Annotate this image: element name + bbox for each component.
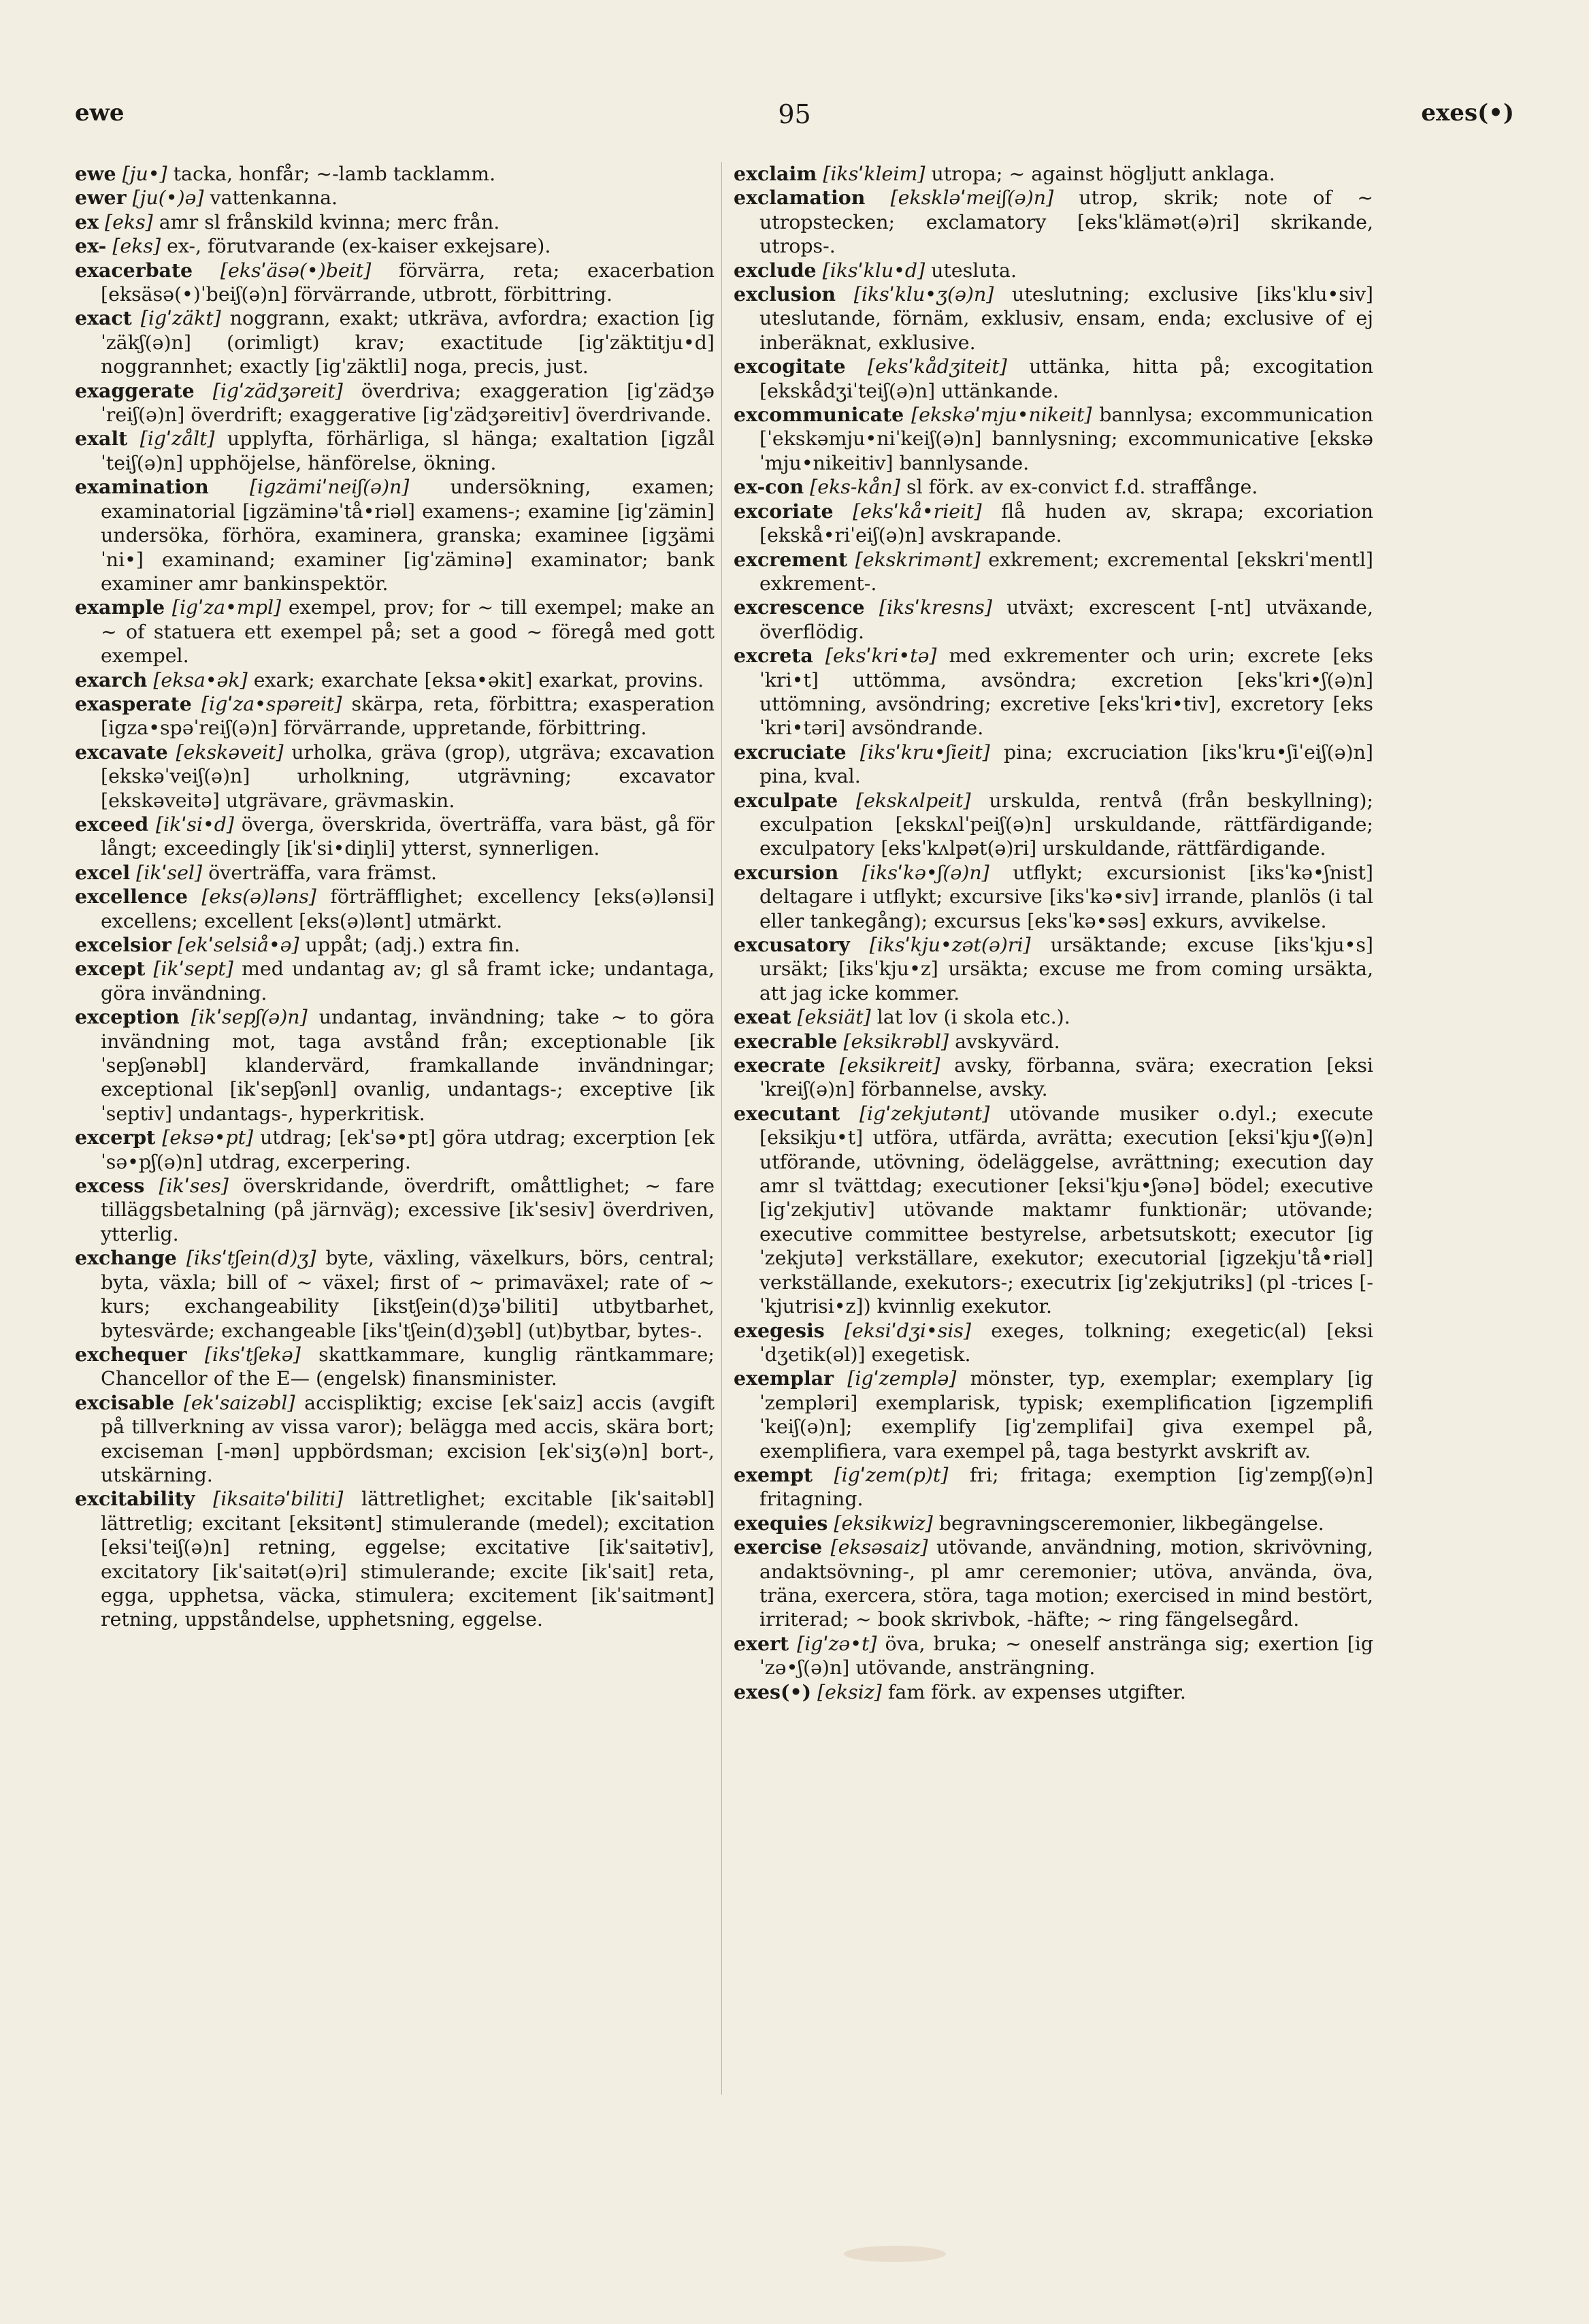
pronunciation: [eksiz] bbox=[817, 1680, 882, 1703]
definition: flå huden av, skrapa; excoriation [ekskå•riˈeiʃ(ə)n] avskrapande. bbox=[759, 500, 1374, 547]
dictionary-entry bbox=[75, 186, 715, 210]
dictionary-entry bbox=[734, 1511, 1373, 1535]
dictionary-entry bbox=[734, 1030, 1373, 1053]
definition: amr sl frånskild kvinna; merc från. bbox=[152, 210, 500, 233]
headword: exclusion bbox=[734, 282, 836, 306]
headword: execrate bbox=[734, 1053, 825, 1077]
headword: excellence bbox=[75, 885, 188, 909]
pronunciation: [eks] bbox=[112, 235, 161, 258]
headword: exemplar bbox=[734, 1366, 834, 1390]
right-guide-word: exes(•) bbox=[1421, 99, 1514, 127]
pronunciation: [igzämiˈneiʃ(ə)n] bbox=[249, 476, 410, 499]
dictionary-entry bbox=[75, 933, 715, 957]
dictionary-entry bbox=[75, 885, 715, 933]
pronunciation: [ekskʌlpeit] bbox=[856, 789, 971, 812]
definition: exark; exarchate [eksa•əkit] exarkat, provins. bbox=[247, 668, 704, 691]
pronunciation: [eksklәˈmeiʃ(ə)n] bbox=[890, 186, 1054, 210]
dictionary-entry bbox=[75, 210, 715, 234]
definition: utrop, skrik; note of ~ utropstecken; exclamatory [eksˈklämət(ə)ri] skrikande, utrops-. bbox=[759, 186, 1373, 258]
headword: exalt bbox=[75, 427, 128, 451]
pronunciation: [igˈza•spəreit] bbox=[201, 692, 342, 715]
definition: noggrann, exakt; utkräva, avfordra; exaction [igˈzäkʃ(ə)n] (orimligt) krav; exactitude [igˈzäktitju•d] noggrannhet; exactly [igˈzäktli] noga, precis, just. bbox=[101, 307, 715, 378]
dictionary-entry bbox=[734, 789, 1373, 861]
definition: öva, bruka; ~ oneself anstränga sig; exertion [igˈzə•ʃ(ə)n] utövande, ansträngning. bbox=[759, 1632, 1373, 1680]
dictionary-entry bbox=[734, 259, 1373, 282]
headword: executant bbox=[734, 1101, 840, 1125]
dictionary-entry bbox=[734, 1102, 1373, 1319]
pronunciation: [eksˈkådʒiteit] bbox=[867, 355, 1007, 378]
pronunciation: [eksˈäsə(•)beit] bbox=[220, 259, 372, 282]
pronunciation: [ikˈses] bbox=[159, 1175, 229, 1198]
pronunciation: [eks(ə)ləns] bbox=[201, 885, 316, 909]
definition: vattenkanna. bbox=[203, 186, 338, 210]
dictionary-entry bbox=[75, 306, 715, 378]
definition: sl förk. av ex-convict f.d. straffånge. bbox=[900, 476, 1258, 499]
dictionary-entry bbox=[75, 1174, 715, 1246]
headword: excess bbox=[75, 1174, 145, 1198]
dictionary-entry bbox=[75, 1246, 715, 1343]
pronunciation: [igˈzekjutənt] bbox=[859, 1102, 990, 1125]
pronunciation: [igˈzem(p)t] bbox=[834, 1463, 949, 1486]
headword: execrable bbox=[734, 1029, 838, 1053]
definition: uteslutning; exclusive [iksˈklu•siv] uteslutande, förnäm, exklusiv, ensam, enda; exclusive of ej inberäknat, exklusive. bbox=[759, 283, 1373, 354]
pronunciation: [ikˈsel] bbox=[136, 861, 203, 884]
dictionary-entry bbox=[734, 355, 1373, 403]
dictionary-entry bbox=[734, 403, 1373, 475]
headword: exact bbox=[75, 306, 132, 330]
pronunciation: [ikˈsepʃ(ə)n] bbox=[191, 1006, 308, 1029]
definition: med undantag av; gl så framt icke; undantaga, göra invändning. bbox=[101, 958, 715, 1004]
dictionary-entry bbox=[75, 259, 715, 307]
headword: exchange bbox=[75, 1246, 177, 1270]
dictionary-entry bbox=[734, 1005, 1373, 1029]
dictionary-entry bbox=[734, 1535, 1373, 1632]
headword: excreta bbox=[734, 644, 813, 668]
definition: bannlysa; excommunication [ˈekskəmju•niˈkeiʃ(ə)n] bannlysning; excommunicative [ekskəˈmju•nikeitiv] bannlysande. bbox=[759, 404, 1373, 474]
dictionary-entry bbox=[734, 548, 1373, 596]
headword: excisable bbox=[75, 1390, 175, 1414]
definition: urholka, gräva (grop), utgräva; excavation [ekskəˈveiʃ(ə)n] urholkning, utgrävning; excavator [ekskəveitə] utgrävare, grävmaskin. bbox=[101, 740, 715, 812]
definition: utdrag; [ekˈsə•pt] göra utdrag; excerption [ekˈsə•pʃ(ə)n] utdrag, excerpering. bbox=[101, 1126, 715, 1173]
headword: excruciate bbox=[734, 740, 847, 764]
pronunciation: [iksˈkju•zət(ə)ri] bbox=[869, 934, 1031, 956]
dictionary-entry bbox=[75, 1487, 715, 1631]
headword: excerpt bbox=[75, 1126, 156, 1149]
headword: examination bbox=[75, 475, 209, 499]
pronunciation: [iksˈkru•ʃieit] bbox=[859, 740, 990, 764]
dictionary-entry bbox=[734, 595, 1373, 644]
pronunciation: [eks] bbox=[105, 210, 153, 233]
definition: med exkrementer och urin; excrete [eksˈkri•t] uttömma, avsöndra; excretion [eksˈkri•ʃ(ə)n] uttömning, avsöndring; excretive [eksˈkri•tiv], excretory [eksˈkri•təri] avsöndrande. bbox=[759, 644, 1373, 740]
headword: exacerbate bbox=[75, 258, 193, 282]
headword: exert bbox=[734, 1631, 789, 1655]
headword: ewe bbox=[75, 162, 116, 185]
headword: excitability bbox=[75, 1487, 195, 1511]
headword: example bbox=[75, 595, 165, 619]
pronunciation: [iksˈkresns] bbox=[879, 596, 992, 619]
definition: utväxt; excrescent [-nt] utväxande, överflödig. bbox=[759, 596, 1373, 643]
dictionary-entry bbox=[75, 1391, 715, 1488]
dictionary-entry bbox=[734, 933, 1373, 1005]
dictionary-entry bbox=[734, 861, 1373, 933]
definition: överdriva; exaggeration [igˈzädʒəˈreiʃ(ə)n] överdrift; exaggerative [igˈzädʒəreitiv] överdrivande. bbox=[101, 379, 715, 427]
dictionary-entry bbox=[75, 379, 715, 427]
page-header bbox=[75, 99, 1514, 129]
column-divider bbox=[721, 162, 722, 2095]
definition: fri; fritaga; exemption [igˈzempʃ(ə)n] fritagning. bbox=[759, 1463, 1373, 1511]
definition: överskridande, överdrift, omåttlighet; ~ fare tilläggsbetalning (på järnväg); excessive [ikˈsesiv] överdriven, ytterlig. bbox=[101, 1175, 715, 1245]
headword: exceed bbox=[75, 812, 149, 836]
definition: uppåt; (adj.) extra fin. bbox=[299, 934, 521, 956]
dictionary-entry bbox=[734, 500, 1373, 548]
headword: excelsior bbox=[75, 933, 171, 956]
headword: exception bbox=[75, 1005, 180, 1029]
headword: excommunicate bbox=[734, 403, 904, 427]
headword: exercise bbox=[734, 1535, 823, 1559]
definition: utövande musiker o.dyl.; execute [eksikju•t] utföra, utfärda, avrätta; execution [eksiˈkju•ʃ(ə)n] utförande, utövning, ödeläggelse, avrättning; execution day amr sl tvättdag; executioner [eksiˈkju•ʃənə] bödel; executive [igˈzekjutiv] utövande maktamr funktionär; utövande; executive committee bestyrelse, arbetsutskott; executor [igˈzekjutə] verkställare, exekutor; executorial [igzekjuˈtå•riəl] verkställande, exekutors-; executrix [igˈzekjutriks] (pl -trices [-ˈkjutrisi•z]) kvinnlig exekutor. bbox=[759, 1102, 1373, 1318]
page-number: 95 bbox=[778, 99, 811, 129]
pronunciation: [ju•] bbox=[122, 163, 167, 185]
definition: förvärra, reta; exacerbation [eksäsə(•)ˈbeiʃ(ə)n] förvärrande, utbrott, förbittring. bbox=[101, 259, 715, 306]
pronunciation: [iksˈkleim] bbox=[823, 163, 925, 185]
definition: lat lov (i skola etc.). bbox=[870, 1006, 1070, 1029]
headword: exclamation bbox=[734, 186, 866, 210]
dictionary-entry bbox=[734, 740, 1373, 789]
dictionary-entry bbox=[75, 475, 715, 595]
right-column bbox=[734, 162, 1373, 1704]
dictionary-entry bbox=[75, 668, 715, 692]
dictionary-entry bbox=[75, 861, 715, 885]
headword: except bbox=[75, 957, 146, 981]
dictionary-entry bbox=[734, 1319, 1373, 1367]
pronunciation: [igˈzə•t] bbox=[797, 1632, 877, 1655]
definition: förträfflighet; excellency [eks(ə)lənsi] excellens; excellent [eks(ə)lənt] utmärkt. bbox=[101, 885, 715, 932]
dictionary-entry bbox=[75, 162, 715, 186]
headword: exempt bbox=[734, 1462, 813, 1486]
pronunciation: [iksaitəˈbiliti] bbox=[213, 1488, 344, 1511]
pronunciation: [igˈzäkt] bbox=[140, 307, 221, 330]
dictionary-entry bbox=[75, 1126, 715, 1174]
pronunciation: [eksikwiz] bbox=[834, 1511, 933, 1535]
definition: exeges, tolkning; exegetic(al) [eksiˈdʒetik(əl)] exegetisk. bbox=[759, 1319, 1374, 1366]
pronunciation: [igˈzädʒəreit] bbox=[212, 379, 343, 402]
definition: begravningsceremonier, likbegängelse. bbox=[932, 1511, 1324, 1535]
definition: exempel, prov; for ~ till exempel; make an ~ of statuera ett exempel på; set a good ~ föregå med gott exempel. bbox=[101, 596, 715, 668]
pronunciation: [eksa•ək] bbox=[153, 668, 248, 691]
definition: urskulda, rentvå (från beskyllning); exculpation [ekskʌlˈpeiʃ(ə)n] urskuldande, rättfärdigande; exculpatory [eksˈkʌlpət(ə)ri] urskuldande, rättfärdigande. bbox=[759, 789, 1374, 860]
pronunciation: [ikˈsept] bbox=[153, 958, 233, 981]
definition: undantag, invändning; take ~ to göra invändning mot, taga avstånd från; exceptionable [ikˈsepʃənəbl] klandervärd, framkallande invändningar; exceptional [ikˈsepʃənl] ovanlig, undantags-; exceptive [ikˈseptiv] undantags-, hyperkritisk. bbox=[101, 1006, 715, 1125]
definition: skärpa, reta, förbittra; exasperation [igza•spəˈreiʃ(ə)n] förvärrande, uppretande, förbittring. bbox=[101, 692, 715, 740]
dictionary-entry bbox=[734, 282, 1373, 355]
pronunciation: [iksˈtʃein(d)ʒ] bbox=[186, 1247, 316, 1270]
dictionary-entry bbox=[734, 1632, 1373, 1680]
pronunciation: [eksˈkå•rieit] bbox=[853, 500, 982, 523]
pronunciation: [eksˈkri•tə] bbox=[825, 644, 937, 668]
definition: utflykt; excursionist [iksˈkə•ʃnist] deltagare i utflykt; excursive [iksˈkə•siv] irrande, planlös (i tal eller tankegång); excursus [eksˈkə•səs] exkurs, avvikelse. bbox=[759, 861, 1373, 932]
dictionary-entry bbox=[75, 957, 715, 1005]
pronunciation: [eksiˈdʒi•sis] bbox=[844, 1319, 972, 1342]
definition: exkrement; excremental [ekskriˈmentl] exkrement-. bbox=[759, 548, 1374, 595]
definition: utövande, användning, motion, skrivövning, andaktsövning-, pl amr ceremonier; utöva, använda, öva, träna, exercera, störa, taga motion; exercised in mind bestört, irriterad; ~ book skrivbok, -häfte; ~ ring fängelsegård. bbox=[759, 1536, 1373, 1631]
definition: pina; excruciation [iksˈkru•ʃiˈeiʃ(ə)n] pina, kval. bbox=[759, 740, 1374, 788]
headword: exequies bbox=[734, 1511, 828, 1535]
pronunciation: [ju(•)ə] bbox=[132, 186, 204, 210]
pronunciation: [igˈza•mpl] bbox=[171, 596, 282, 619]
headword: ex- bbox=[75, 234, 107, 258]
pronunciation: [eksəsaiz] bbox=[830, 1536, 928, 1559]
dictionary-entry bbox=[734, 475, 1373, 499]
pronunciation: [ekskəveit] bbox=[176, 740, 284, 764]
headword: excrescence bbox=[734, 595, 865, 619]
definition: utropa; ~ against högljutt anklaga. bbox=[925, 163, 1275, 185]
headword: excursion bbox=[734, 860, 839, 884]
dictionary-entry bbox=[734, 1366, 1373, 1463]
left-guide-word: ewe bbox=[75, 99, 125, 127]
dictionary-entry bbox=[734, 162, 1373, 186]
dictionary-entry bbox=[734, 644, 1373, 740]
headword: exculpate bbox=[734, 788, 838, 812]
definition: skattkammare, kunglig räntkammare; Chancellor of the E— (engelsk) finansminister. bbox=[101, 1343, 715, 1390]
left-column bbox=[75, 162, 715, 1632]
paper-stain bbox=[844, 2246, 946, 2262]
dictionary-entry bbox=[75, 740, 715, 813]
pronunciation: [igˈzålt] bbox=[140, 427, 215, 451]
pronunciation: [igˈzemplə] bbox=[847, 1367, 957, 1390]
headword: exeat bbox=[734, 1005, 791, 1029]
definition: mönster, typ, exemplar; exemplary [igˈzempləri] exemplarisk, typisk; exemplification [igzemplifiˈkeiʃ(ə)n]; exemplify [igˈzemplifai] giva exempel på, exemplifiera, vara exempel på, taga bestyrkt avskrift av. bbox=[759, 1367, 1373, 1462]
definition: avskyvärd. bbox=[949, 1030, 1060, 1053]
headword: exasperate bbox=[75, 691, 192, 715]
definition: undersökning, examen; examinatorial [igzäminəˈtå•riəl] examens-; examine [igˈzämin] undersöka, förhöra, examinera, granska; examinee [igʒämiˈni•] examinand; examiner [igˈzäminə] examinator; bank examiner amr bankinspektör. bbox=[101, 476, 715, 595]
definition: upplyfta, förhärliga, sl hänga; exaltation [igzålˈteiʃ(ə)n] upphöjelse, hänförelse, ökning. bbox=[101, 427, 715, 474]
dictionary-entry bbox=[75, 692, 715, 740]
dictionary-entry bbox=[734, 1053, 1373, 1102]
dictionary-entry bbox=[75, 427, 715, 475]
pronunciation: [ekskrimənt] bbox=[855, 548, 981, 571]
headword: exegesis bbox=[734, 1318, 825, 1342]
headword: excel bbox=[75, 860, 131, 884]
definition: ex-, förutvarande (ex-kaiser exkejsare). bbox=[161, 235, 551, 258]
dictionary-entry bbox=[75, 234, 715, 258]
headword: excusatory bbox=[734, 933, 850, 956]
pronunciation: [eksikrəbl] bbox=[843, 1030, 949, 1053]
definition: fam förk. av expenses utgifter. bbox=[881, 1680, 1186, 1703]
definition: överga, överskrida, överträffa, vara bäst, gå för långt; exceedingly [ikˈsi•diŋli] ytterst, synnerligen. bbox=[101, 813, 715, 860]
definition: lättretlighet; excitable [ikˈsaitəbl] lättretlig; excitant [eksitənt] stimulerande (medel); excitation [eksiˈteiʃ(ə)n] retning, eggelse; excitative [ikˈsaitətiv], excitatory [ikˈsaitət(ə)ri] stimulerande; excite [ikˈsait] reta, egga, upphetsa, väcka, stimulera; excitement [ikˈsaitmənt] retning, uppståndelse, upphetsning, eggelse. bbox=[101, 1488, 715, 1631]
pronunciation: [eks-kån] bbox=[810, 476, 900, 499]
headword: exclaim bbox=[734, 162, 817, 185]
pronunciation: [ekskəˈmju•nikeit] bbox=[911, 404, 1092, 427]
dictionary-entry bbox=[75, 813, 715, 861]
headword: exaggerate bbox=[75, 378, 195, 402]
definition: överträffa, vara främst. bbox=[202, 861, 438, 884]
definition: avsky, förbanna, svära; execration [eksiˈkreiʃ(ə)n] förbannelse, avsky. bbox=[759, 1054, 1373, 1101]
pronunciation: [iksˈklu•d] bbox=[822, 259, 925, 282]
pronunciation: [iksˈtʃekə] bbox=[204, 1343, 301, 1366]
dictionary-entry bbox=[75, 1343, 715, 1391]
dictionary-entry bbox=[734, 186, 1373, 258]
headword: exclude bbox=[734, 258, 817, 282]
definition: uttänka, hitta på; excogitation [ekskådʒiˈteiʃ(ə)n] uttänkande. bbox=[759, 355, 1373, 402]
definition: utesluta. bbox=[925, 259, 1017, 282]
dictionary-entry bbox=[75, 1005, 715, 1126]
headword: exes(•) bbox=[734, 1680, 812, 1703]
dictionary-entry bbox=[75, 595, 715, 668]
headword: excogitate bbox=[734, 355, 846, 378]
headword: ex-con bbox=[734, 475, 804, 499]
definition: byte, växling, växelkurs, börs, central; byta, växla; bill of ~ växel; first of ~ primaväxel; rate of ~ kurs; exchangeability [ikstʃein(d)ʒəˈbiliti] utbytbarhet, bytesvärde; exchangeable [iksˈtʃein(d)ʒəbl] (ut)bytbar, bytes-. bbox=[101, 1247, 715, 1342]
dictionary-entry bbox=[734, 1680, 1373, 1704]
definition: ursäktande; excuse [iksˈkju•s] ursäkt; [iksˈkju•z] ursäkta; excuse me from coming ursäkta, att jag icke kommer. bbox=[759, 934, 1374, 1004]
headword: exchequer bbox=[75, 1342, 187, 1366]
pronunciation: [ekˈsaizəbl] bbox=[183, 1391, 295, 1414]
pronunciation: [iksˈkə•ʃ(ə)n] bbox=[862, 861, 989, 884]
pronunciation: [ekˈselsiå•ə] bbox=[177, 934, 299, 956]
headword: excoriate bbox=[734, 499, 834, 523]
pronunciation: [eksiät] bbox=[797, 1006, 871, 1029]
definition: accispliktig; excise [ekˈsaiz] accis (avgift på tillverkning av vissa varor); belägga med accis, skära bort; exciseman [-mən] uppbördsman; excision [ekˈsiʒ(ə)n] bort-, utskärning. bbox=[101, 1391, 715, 1486]
headword: excrement bbox=[734, 547, 848, 571]
definition: tacka, honfår; ~-lamb tacklamm. bbox=[167, 163, 496, 185]
headword: excavate bbox=[75, 740, 168, 764]
headword: exarch bbox=[75, 668, 148, 691]
headword: ewer bbox=[75, 186, 127, 210]
headword: ex bbox=[75, 210, 99, 233]
pronunciation: [ikˈsi•d] bbox=[155, 813, 235, 836]
pronunciation: [eksə•pt] bbox=[162, 1126, 254, 1149]
pronunciation: [iksˈklu•ʒ(ə)n] bbox=[853, 283, 994, 306]
pronunciation: [eksikreit] bbox=[839, 1054, 940, 1077]
dictionary-entry bbox=[734, 1463, 1373, 1511]
